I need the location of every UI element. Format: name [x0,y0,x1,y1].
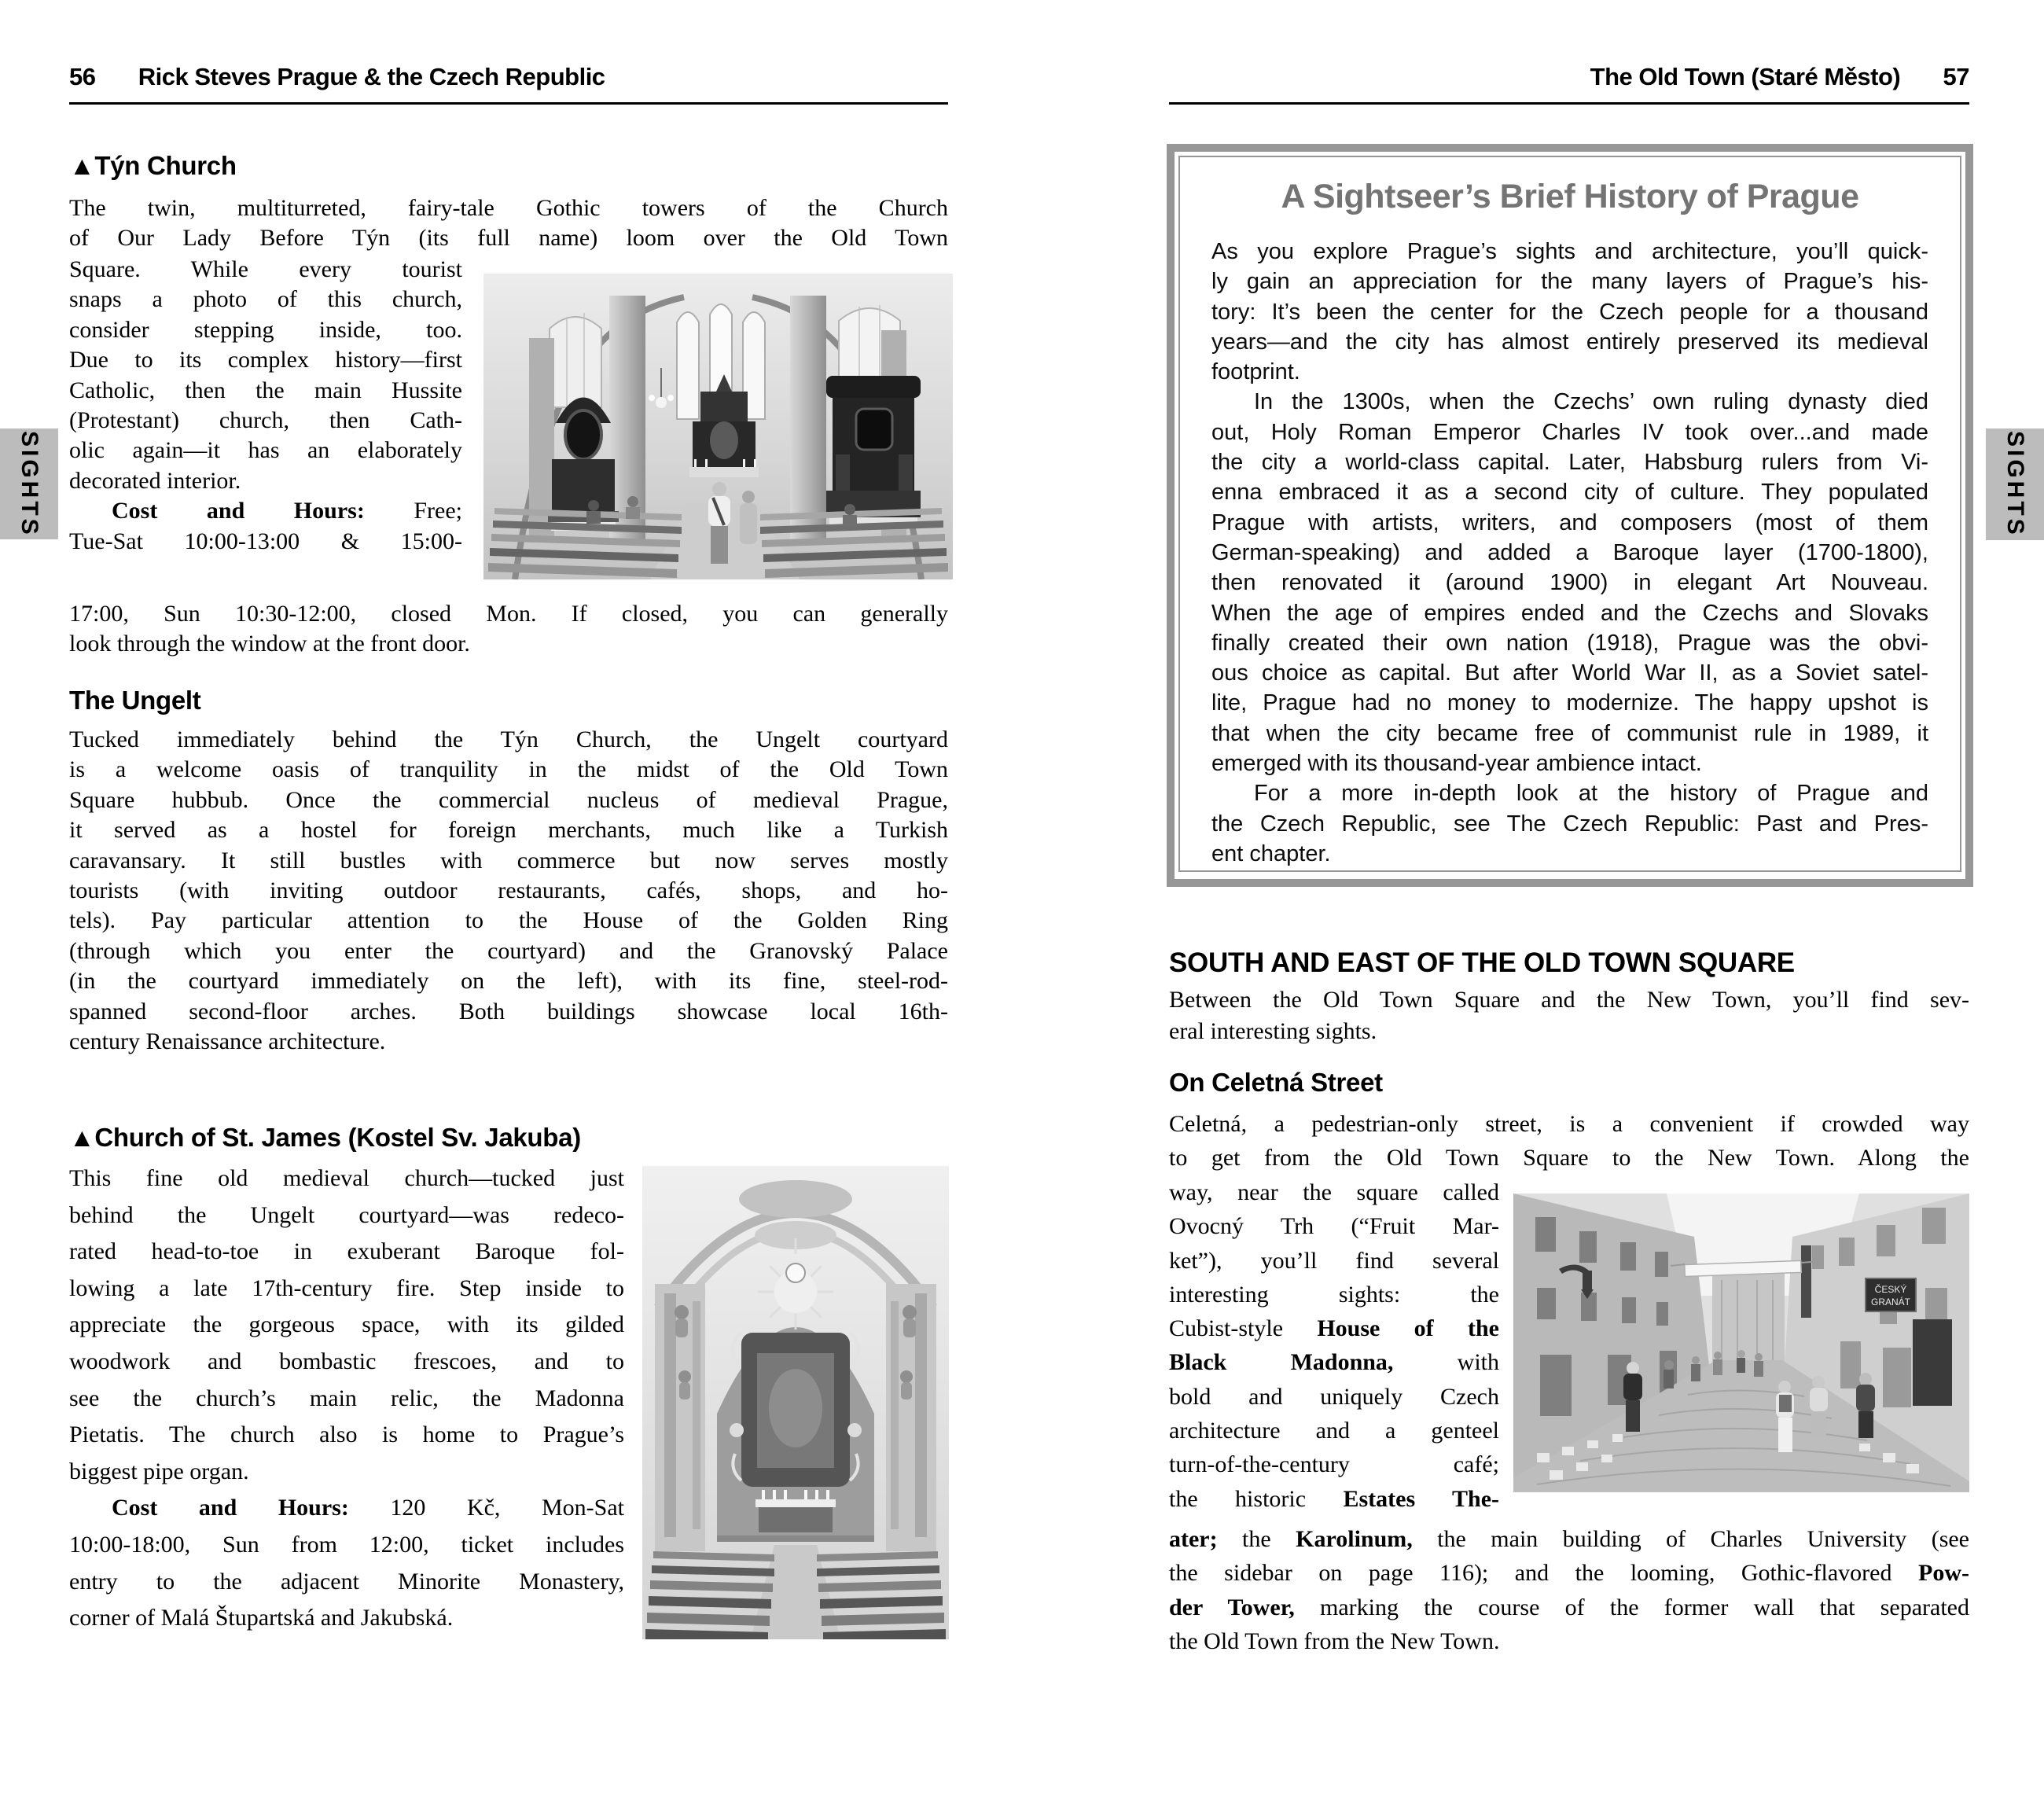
south-east-heading: SOUTH AND EAST OF THE OLD TOWN SQUARE [1169,947,1795,978]
south-east-intro: Between the Old Town Square and the New Town, you’ll find sev- eral interesting sights. [1169,987,1969,1044]
tyn-church-interior-photo [483,274,953,579]
history-sidebar-para1: As you explore Prague’s sights and architecture, you’ll quick- ly gain an appreciation for the many layers of Prague’s his- tory: It’s been the center for the Czech people for a thousand years—and the city has almost entirely preserved its medieval footprint. [1211,239,1928,385]
left-header-rule [69,102,948,105]
celetna-paragraph-wrapped: way, near the square called Ovocný Trh (“Fruit Mar- ket”), you’ll find several interesting sights: the Cubist-style House of the Black Madonna, with bold and uniquely Czech architecture and a genteel turn-of-the-century café; the historic Estates The- [1169,1179,1499,1512]
right-running-head [1590,63,1969,91]
st-james-interior-photo [642,1166,949,1639]
celetna-paragraph-top: Celetná, a pedestrian-only street, is a convenient if crowded way to get from the Old Town Square to the New Town. Along the [1169,1111,1969,1171]
history-sidebar-para2: In the 1300s, when the Czechs’ own ruling dynasty died out, Holy Roman Emperor Charles IV took over...and made the city a world-class capital. Later, Habsburg rulers from Vi- enna embraced it as a second city of culture. They populated Prague with artists, writers, and composers (most of them German-speaking) and added a Baroque layer (1700-1800), then renovated it (around 1900) in elegant Art Nouveau. When the age of empires ended and the Czechs and Slovaks finally created their own nation (1918), Prague was the obvi- ous choice as capital. But after World War II, as a Soviet satel- lite, Prague had no money to modernize. The happy upshot is that when the city became free of communist rule in 1989, it emerged with its thousand-year ambience intact. [1211,389,1928,777]
svg-text:GRANÁT: GRANÁT [1870,1297,1911,1308]
right-header-rule [1169,102,1969,105]
tyn-church-heading: ▲Týn Church [69,151,237,180]
right-sights-tab [1986,429,2044,540]
svg-text:ČESKÝ: ČESKÝ [1874,1284,1907,1295]
right-page-number: 57 [1943,63,1969,90]
history-sidebar-title: A Sightseer’s Brief History of Prague [1281,178,1859,215]
st-james-heading: ▲Church of St. James (Kostel Sv. Jakuba) [69,1123,581,1152]
vertical-sign [1801,1245,1811,1318]
right-altar [826,376,921,526]
right-header-title: The Old Town (Staré Město) [1590,63,1901,90]
left-sights-tab [0,429,58,539]
right-sights-tab-label: SIGHTS [2002,431,2028,538]
cesky-granat-sign [1866,1278,1916,1311]
left-running-head [69,63,605,91]
tyn-intro-paragraph: The twin, multiturreted, fairy-tale Gothic towers of the Church of Our Lady Before Týn (its full name) loom over the Old Town [69,195,948,252]
tyn-wrapped-paragraph: Square. While every tourist snaps a photo of this church, consider stepping inside, too. Due to its complex history—first Catholic, then the main Hussite (Protestant) church, then Cath- olic again—it has an elaborately decorated interior. Cost and Hours: Free; Tue-Sat 10:00-13:00 & 15:00- [69,256,463,554]
tyn-continued-paragraph: 17:00, Sun 10:30-12:00, closed Mon. If closed, you can generally look through the window at the front door. [69,601,948,657]
st-james-paragraph: This fine old medieval church—tucked just behind the Ungelt courtyard—was redeco- rated head-to-toe in exuberant Baroque fol- lowing a late 17th-century fire. Step inside to appreciate the gorgeous space, with its gilded woodwork and bombastic frescoes, and to see the church’s main relic, the Madonna Pietatis. The church also is home to Prague’s biggest pipe organ. Cost and Hours: 120 Kč, Mon-Sat 10:00-18:00, Sun from 12:00, ticket includes entry to the adjacent Minorite Monastery, corner of Malá Štupartská and Jakubská. [69,1165,624,1631]
history-sidebar-inner [1178,156,1961,872]
ungelt-heading: The Ungelt [69,686,201,715]
celetna-heading: On Celetná Street [1169,1068,1383,1097]
celetna-street-photo [1513,1194,1969,1492]
history-sidebar-para3: For a more in-depth look at the history of Prague and the Czech Republic, see The Czech Republic: Past and Pres- ent chapter. [1211,781,1928,866]
left-page-number: 56 [69,63,96,90]
left-sights-tab-label: SIGHTS [17,430,42,538]
history-sidebar-box [1167,144,1973,887]
celetna-paragraph-bottom: ater; the Karolinum, the main building of Charles University (see the sidebar on page 116); and the looming, Gothic-flavored Pow- der Tower, marking the course of the former wall that separated the Old Town from the New Town. [1169,1526,1970,1654]
ungelt-paragraph: Tucked immediately behind the Týn Church, the Ungelt courtyard is a welcome oasis of tranquility in the midst of the Old Town Square hubbub. Once the commercial nucleus of medieval Prague, it served as a hostel for foreign merchants, much like a Turkish caravansary. It still bustles with commerce but now serves mostly tourists (with inviting outdoor restaurants, cafés, shops, and ho- tels). Pay particular attention to the House of the Golden Ring (through which you enter the courtyard) and the Granovský Palace (in the courtyard immediately on the left), with its fine, steel-rod- spanned second-floor arches. Both buildings showcase local 16th- century Renaissance architecture. [69,726,948,1055]
left-header-title: Rick Steves Prague & the Czech Republic [138,63,605,90]
